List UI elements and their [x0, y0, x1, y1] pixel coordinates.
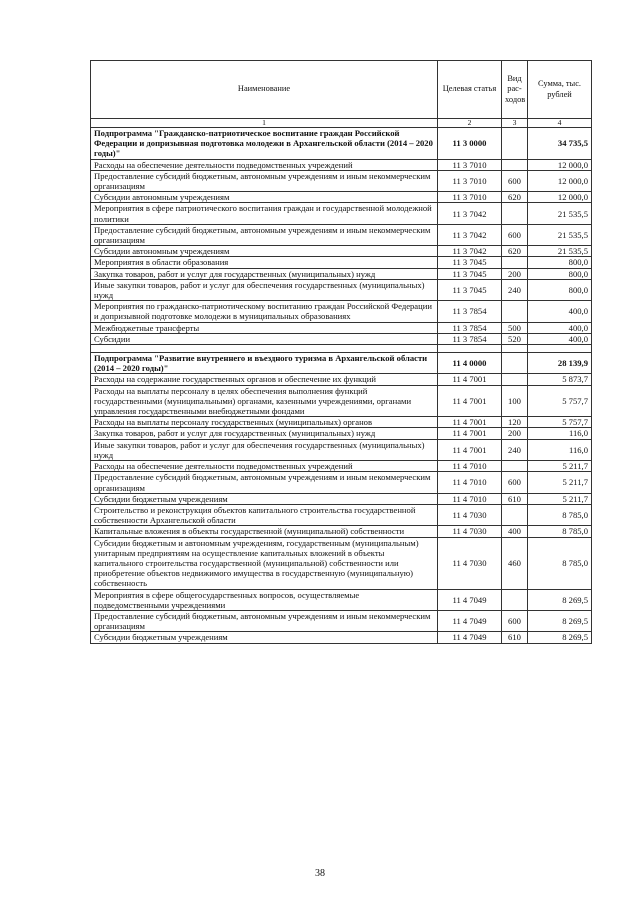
row-name: Субсидии автономным учреждениям: [91, 246, 438, 257]
spacer-cell: [438, 345, 502, 353]
row-name: Строительство и реконструкция объектов капитального строительства государственной собственности Архангельской области: [91, 504, 438, 525]
row-expense-type: 600: [502, 224, 528, 245]
row-name: Закупка товаров, работ и услуг для государственных (муниципальных) нужд: [91, 428, 438, 439]
row-name: Расходы на выплаты персоналу государственных (муниципальных) органов: [91, 417, 438, 428]
row-sum: 28 139,9: [528, 353, 592, 374]
row-sum: 116,0: [528, 428, 592, 439]
row-sum: 8 269,5: [528, 589, 592, 610]
row-sum: 5 873,7: [528, 374, 592, 385]
row-name: Подпрограмма "Развитие внутреннего и въездного туризма в Архангельской области (2014 – 2020 годы)": [91, 353, 438, 374]
row-sum: 5 757,7: [528, 385, 592, 417]
row-expense-type: [502, 353, 528, 374]
row-sum: 5 211,7: [528, 472, 592, 493]
budget-document: [90, 60, 591, 644]
row-expense-type: [502, 301, 528, 322]
row-expense-type: 610: [502, 632, 528, 643]
table-row: [91, 224, 592, 245]
row-name: Расходы на содержание государственных органов и обеспечение их функций: [91, 374, 438, 385]
row-expense-type: [502, 128, 528, 160]
table-header-row: [91, 61, 592, 119]
row-target-article: 11 3 7042: [438, 203, 502, 224]
table-row: [91, 537, 592, 589]
header-sum: Сумма, тыс. рублей: [528, 61, 592, 119]
row-name: Межбюджетные трансферты: [91, 322, 438, 333]
row-expense-type: 620: [502, 192, 528, 203]
row-name: Субсидии: [91, 333, 438, 344]
row-sum: 21 535,5: [528, 246, 592, 257]
row-name: Мероприятия в области образования: [91, 257, 438, 268]
spacer-cell: [91, 345, 438, 353]
row-target-article: 11 4 7049: [438, 589, 502, 610]
row-expense-type: 520: [502, 333, 528, 344]
row-target-article: 11 4 7010: [438, 461, 502, 472]
row-expense-type: [502, 159, 528, 170]
row-target-article: 11 3 7042: [438, 246, 502, 257]
table-row: [91, 374, 592, 385]
row-target-article: 11 4 7049: [438, 632, 502, 643]
row-target-article: 11 4 7010: [438, 472, 502, 493]
table-row: [91, 322, 592, 333]
header-name: Наименование: [91, 61, 438, 119]
spacer-cell: [528, 345, 592, 353]
row-target-article: 11 3 7045: [438, 279, 502, 300]
row-sum: 8 785,0: [528, 537, 592, 589]
row-expense-type: 200: [502, 428, 528, 439]
row-target-article: 11 4 7049: [438, 610, 502, 631]
row-sum: 800,0: [528, 268, 592, 279]
table-row: [91, 257, 592, 268]
row-target-article: 11 4 7001: [438, 439, 502, 460]
row-sum: 400,0: [528, 333, 592, 344]
row-name: Мероприятия в сфере патриотического воспитания граждан и государственной молодежной политики: [91, 203, 438, 224]
spacer-row: [91, 345, 592, 353]
table-row: [91, 385, 592, 417]
row-name: Закупка товаров, работ и услуг для государственных (муниципальных) нужд: [91, 268, 438, 279]
table-row: [91, 192, 592, 203]
row-target-article: 11 3 7010: [438, 170, 502, 191]
row-expense-type: 240: [502, 279, 528, 300]
row-name: Расходы на обеспечение деятельности подведомственных учреждений: [91, 461, 438, 472]
column-number: 4: [528, 119, 592, 128]
row-name: Подпрограмма "Гражданско-патриотическое воспитание граждан Российской Федерации и допризывная подготовка молодежи в Архангельской области (2014 – 2020 годы)": [91, 128, 438, 160]
row-target-article: 11 3 7854: [438, 301, 502, 322]
subprogram-row: [91, 128, 592, 160]
table-row: [91, 268, 592, 279]
row-name: Субсидии автономным учреждениям: [91, 192, 438, 203]
row-sum: 8 785,0: [528, 504, 592, 525]
row-name: Субсидии бюджетным учреждениям: [91, 493, 438, 504]
row-name: Субсидии бюджетным и автономным учреждениям, государственным (муниципальным) унитарным предприятиям на осуществление капитальных вложений в объекты капитального строительства государственной (муниципальной) собственности или приобретение объектов недвижимого имущества в государственную (муниципальную) собственность: [91, 537, 438, 589]
row-expense-type: 620: [502, 246, 528, 257]
column-number: 3: [502, 119, 528, 128]
row-name: Предоставление субсидий бюджетным, автономным учреждениям и иным некоммерческим организациям: [91, 224, 438, 245]
row-expense-type: 240: [502, 439, 528, 460]
table-row: [91, 439, 592, 460]
row-sum: 800,0: [528, 279, 592, 300]
row-expense-type: 600: [502, 610, 528, 631]
row-sum: 12 000,0: [528, 159, 592, 170]
table-row: [91, 589, 592, 610]
row-expense-type: 500: [502, 322, 528, 333]
row-expense-type: 460: [502, 537, 528, 589]
table-row: [91, 333, 592, 344]
row-sum: 8 269,5: [528, 632, 592, 643]
row-name: Капитальные вложения в объекты государственной (муниципальной) собственности: [91, 526, 438, 537]
row-target-article: 11 3 7045: [438, 257, 502, 268]
row-expense-type: 600: [502, 170, 528, 191]
table-row: [91, 428, 592, 439]
table-row: [91, 417, 592, 428]
table-row: [91, 461, 592, 472]
row-target-article: 11 3 7042: [438, 224, 502, 245]
row-name: Предоставление субсидий бюджетным, автономным учреждениям и иным некоммерческим организациям: [91, 472, 438, 493]
table-row: [91, 504, 592, 525]
row-expense-type: [502, 504, 528, 525]
row-target-article: 11 4 7030: [438, 504, 502, 525]
row-sum: 12 000,0: [528, 170, 592, 191]
row-sum: 5 211,7: [528, 461, 592, 472]
row-expense-type: 610: [502, 493, 528, 504]
row-sum: 5 211,7: [528, 493, 592, 504]
row-sum: 400,0: [528, 322, 592, 333]
table-row: [91, 246, 592, 257]
row-name: Иные закупки товаров, работ и услуг для обеспечения государственных (муниципальных) нужд: [91, 279, 438, 300]
row-expense-type: [502, 203, 528, 224]
row-target-article: 11 3 7010: [438, 159, 502, 170]
row-target-article: 11 4 7001: [438, 428, 502, 439]
column-number: 2: [438, 119, 502, 128]
table-row: [91, 472, 592, 493]
row-name: Расходы на обеспечение деятельности подведомственных учреждений: [91, 159, 438, 170]
row-expense-type: [502, 461, 528, 472]
table-row: [91, 279, 592, 300]
table-body: [91, 128, 592, 644]
row-sum: 400,0: [528, 301, 592, 322]
table-row: [91, 170, 592, 191]
row-name: Мероприятия по гражданско-патриотическому воспитанию граждан Российской Федерации и допризывной подготовке молодежи в муниципальных образованиях: [91, 301, 438, 322]
row-expense-type: [502, 374, 528, 385]
column-number: 1: [91, 119, 438, 128]
row-target-article: 11 3 7045: [438, 268, 502, 279]
column-number-row: [91, 119, 592, 128]
row-sum: 34 735,5: [528, 128, 592, 160]
table-row: [91, 610, 592, 631]
row-target-article: 11 4 7001: [438, 417, 502, 428]
row-target-article: 11 3 7854: [438, 333, 502, 344]
row-target-article: 11 3 0000: [438, 128, 502, 160]
spacer-cell: [502, 345, 528, 353]
row-name: Предоставление субсидий бюджетным, автономным учреждениям и иным некоммерческим организациям: [91, 610, 438, 631]
row-target-article: 11 4 7010: [438, 493, 502, 504]
row-expense-type: 120: [502, 417, 528, 428]
row-name: Иные закупки товаров, работ и услуг для обеспечения государственных (муниципальных) нужд: [91, 439, 438, 460]
row-sum: 21 535,5: [528, 224, 592, 245]
table-row: [91, 632, 592, 643]
header-target-article: Целевая статья: [438, 61, 502, 119]
row-sum: 5 757,7: [528, 417, 592, 428]
row-expense-type: 600: [502, 472, 528, 493]
row-expense-type: [502, 257, 528, 268]
row-name: Расходы на выплаты персоналу в целях обеспечения выполнения функций государственными (муниципальными) органами, казенными учреждениями, органами управления государственными внебюджетными фондами: [91, 385, 438, 417]
row-sum: 800,0: [528, 257, 592, 268]
table-row: [91, 301, 592, 322]
row-sum: 8 785,0: [528, 526, 592, 537]
budget-table: [90, 60, 592, 644]
row-expense-type: 100: [502, 385, 528, 417]
row-target-article: 11 4 7030: [438, 537, 502, 589]
table-row: [91, 526, 592, 537]
table-row: [91, 493, 592, 504]
table-row: [91, 203, 592, 224]
row-expense-type: [502, 589, 528, 610]
row-sum: 12 000,0: [528, 192, 592, 203]
row-expense-type: 200: [502, 268, 528, 279]
row-target-article: 11 3 7854: [438, 322, 502, 333]
row-name: Мероприятия в сфере общегосударственных вопросов, осуществляемые подведомственными учреждениями: [91, 589, 438, 610]
row-target-article: 11 4 7030: [438, 526, 502, 537]
row-target-article: 11 3 7010: [438, 192, 502, 203]
row-target-article: 11 4 7001: [438, 385, 502, 417]
row-expense-type: 400: [502, 526, 528, 537]
row-name: Субсидии бюджетным учреждениям: [91, 632, 438, 643]
row-target-article: 11 4 7001: [438, 374, 502, 385]
row-target-article: 11 4 0000: [438, 353, 502, 374]
row-sum: 8 269,5: [528, 610, 592, 631]
row-sum: 116,0: [528, 439, 592, 460]
subprogram-row: [91, 353, 592, 374]
header-expense-type: Вид рас-ходов: [502, 61, 528, 119]
row-name: Предоставление субсидий бюджетным, автономным учреждениям и иным некоммерческим организациям: [91, 170, 438, 191]
row-sum: 21 535,5: [528, 203, 592, 224]
table-row: [91, 159, 592, 170]
page-number: 38: [315, 868, 325, 879]
